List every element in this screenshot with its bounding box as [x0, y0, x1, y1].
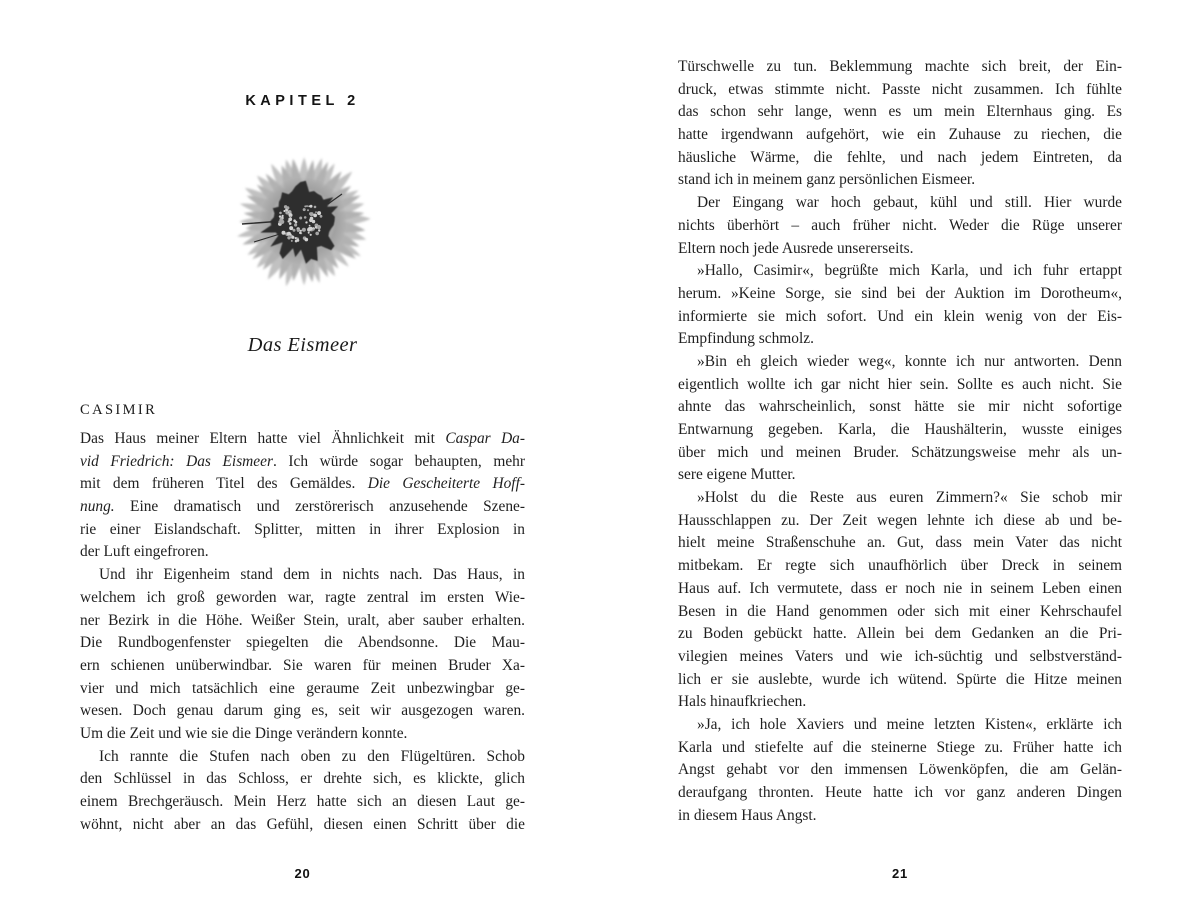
text-line: das schon sehr lange, wenn es um mein Elternhaus ging. Es: [678, 103, 1122, 121]
text-line: Um die Zeit und wie sie die Dinge verändern konnte.: [80, 724, 408, 742]
text-line: »Ja, ich hole Xaviers und meine letzten Kisten«, erklärte ich: [697, 715, 1122, 733]
text-line: herum. »Keine Sorge, sie sind bei der Auktion im Dorotheum«,: [678, 284, 1122, 302]
text-line: ahnte das wahrscheinlich, sonst hätte sie mir nicht sofortige: [678, 398, 1122, 416]
speaker-label: CASIMIR: [80, 402, 158, 418]
text-line: vier und mich tatsächlich eine geraume Zeit unbezwingbar ge-: [80, 679, 525, 697]
text-line: in diesem Haus Angst.: [678, 806, 817, 824]
text-line: vilegien meines Vaters und wie ich-süchtig und selbstverständ-: [678, 647, 1122, 665]
page-text-right: [678, 56, 1122, 827]
text-line: hielt meine Straßenschuhe an. Gut, dass mein Vater das nicht: [678, 534, 1122, 552]
text-line: nung. Eine dramatisch und zerstörerisch anzusehende Szene-: [80, 498, 525, 516]
text-line: ner Bezirk in die Höhe. Weißer Stein, uralt, aber sauber erhalten.: [80, 611, 525, 629]
text-line: »Bin eh gleich wieder weg«, konnte ich nur antworten. Denn: [697, 352, 1122, 370]
text-line: ern schienen unüberwindbar. Sie waren für meinen Bruder Xa-: [80, 656, 525, 674]
text-line: deraufgang thronten. Heute hatte ich vor ganz anderen Dingen: [678, 784, 1122, 801]
chapter-label: KAPITEL 2: [245, 93, 360, 109]
text-line: welchem ich groß geworden war, ragte zentral im ersten Wie-: [80, 588, 525, 606]
text-line: lich er sie auslebte, wurde ich wütend. Spürte die Hitze meinen: [678, 670, 1122, 688]
text-line: Eltern noch jede Ausrede unsererseits.: [678, 239, 914, 257]
text-line: nichts überhört – auch früher nicht. Weder die Rüge unserer: [678, 216, 1122, 234]
text-line: sere eigene Mutter.: [678, 466, 796, 484]
text-line: Türschwelle zu tun. Beklemmung machte sich breit, der Ein-: [678, 58, 1122, 75]
page-number-left: 20: [294, 866, 311, 881]
text-line: informierte sie mich sofort. Und ein klein wenig von der Eis-: [678, 307, 1122, 325]
text-line: wesen. Doch genau darum ging es, seit wir ausgezogen waren.: [80, 702, 525, 720]
text-line: Ich rannte die Stufen nach oben zu den Flügeltüren. Schob: [99, 747, 525, 765]
page-number-right: 21: [891, 866, 909, 881]
text-line: mitbekam. Er regte sich unaufhörlich über Dreck in seinem: [678, 557, 1122, 575]
text-line: einem Brechgeräusch. Mein Herz hatte sich an diesen Laut ge-: [80, 793, 525, 810]
text-line: den Schlüssel in das Schloss, er drehte sich, es klickte, glich: [80, 770, 525, 788]
page-right: [678, 0, 1122, 922]
page-text-left: [80, 428, 525, 836]
text-line: Hals hinaufkriechen.: [678, 693, 807, 711]
text-line: eigentlich wollte ich gar nicht hier sein. Sollte es auch nicht. Sie: [678, 375, 1122, 393]
text-line: Die Rundbogenfenster spiegelten die Abendsonne. Die Mau-: [80, 634, 525, 652]
text-line: Besen in die Hand genommen oder sich mit einer Kehrschaufel: [678, 602, 1122, 620]
chapter-title: Das Eismeer: [247, 334, 358, 356]
text-line: Das Haus meiner Eltern hatte viel Ähnlichkeit mit Caspar Da-: [80, 430, 525, 447]
text-line: Haus auf. Ich vermutete, dass er noch nie in seinem Leben einen: [678, 579, 1122, 597]
text-line: Angst gehabt vor den immensen Löwenköpfen, die am Gelän-: [678, 761, 1122, 779]
text-line: wöhnt, nicht aber an das Gefühl, diesen einen Schritt über die: [80, 815, 525, 833]
text-line: »Holst du die Reste aus euren Zimmern?« Sie schob mir: [697, 489, 1122, 507]
text-line: Der Eingang war hoch gebaut, kühl und still. Hier wurde: [697, 194, 1122, 212]
text-line: zu Boden gebückt hatte. Allein bei dem Gedanken an die Pri-: [678, 625, 1122, 643]
page-left: [80, 0, 525, 922]
text-line: druck, etwas stimmte nicht. Passte nicht zusammen. Ich fühlte: [678, 80, 1122, 98]
text-line: Karla und stiefelte auf die steinerne Stiege zu. Früher hatte ich: [678, 738, 1122, 756]
text-line: Empfindung schmolz.: [678, 330, 814, 348]
text-line: der Luft eingefroren.: [80, 543, 209, 561]
text-line: vid Friedrich: Das Eismeer. Ich würde sogar behaupten, mehr: [80, 452, 525, 470]
sunflower-icon: [232, 150, 374, 292]
text-line: »Hallo, Casimir«, begrüßte mich Karla, und ich fuhr ertappt: [697, 262, 1122, 280]
text-line: häusliche Wärme, die fehlte, und nach jedem Eintreten, da: [678, 148, 1122, 166]
text-line: rie einer Eislandschaft. Splitter, mitten in ihrer Explosion in: [80, 520, 525, 538]
text-line: mit dem früheren Titel des Gemäldes. Die Gescheiterte Hoff-: [80, 475, 525, 493]
text-line: Hausschlappen zu. Der Zeit wegen lehnte ich diese ab und be-: [678, 511, 1122, 529]
text-line: Und ihr Eigenheim stand dem in nichts nach. Das Haus, in: [99, 566, 525, 584]
text-line: hatte irgendwann aufgehört, wie ein Zuhause zu riechen, die: [678, 126, 1122, 144]
text-line: stand ich in meinem ganz persönlichen Eismeer.: [678, 171, 976, 189]
text-line: über mich und meinen Bruder. Schätzungsweise mehr als un-: [678, 443, 1122, 461]
text-line: Entwarnung gegeben. Karla, die Haushälterin, wusste einiges: [678, 421, 1122, 438]
